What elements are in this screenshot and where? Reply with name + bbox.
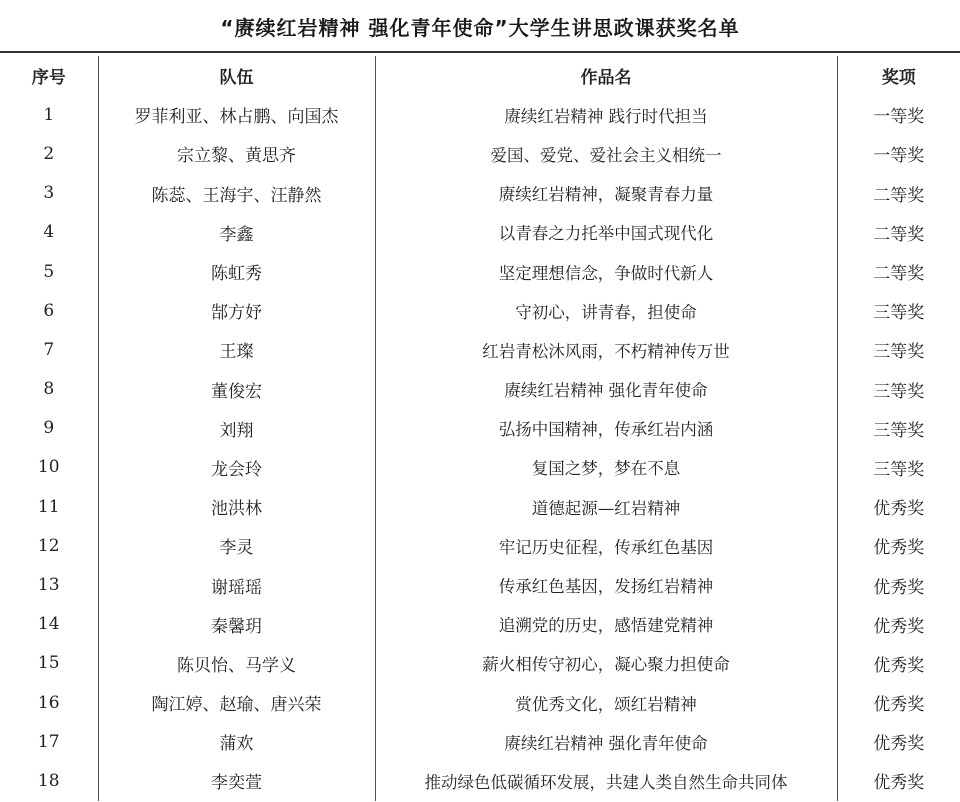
row-team: 谢瑶瑶 bbox=[98, 565, 375, 604]
row-work-title: 道德起源—红岩精神 bbox=[375, 487, 837, 526]
row-team: 李鑫 bbox=[98, 213, 375, 252]
table-header-row bbox=[0, 56, 960, 95]
row-index: 15 bbox=[37, 653, 60, 674]
row-index: 16 bbox=[37, 692, 60, 713]
row-team: 陈贝怡、马学义 bbox=[98, 644, 375, 683]
row-index: 3 bbox=[43, 183, 55, 204]
row-award: 优秀奖 bbox=[873, 577, 925, 598]
row-award: 二等奖 bbox=[873, 264, 925, 285]
table-row bbox=[0, 722, 960, 761]
row-work-title: 追溯党的历史，感悟建党精神 bbox=[375, 605, 837, 644]
row-work-title: 薪火相传守初心，凝心聚力担使命 bbox=[375, 644, 837, 683]
row-award: 三等奖 bbox=[873, 381, 925, 402]
row-work-title: 赓续红岩精神 强化青年使命 bbox=[375, 370, 837, 409]
row-award: 优秀奖 bbox=[873, 538, 925, 559]
table-row bbox=[0, 330, 960, 369]
column-header-work: 作品名 bbox=[375, 56, 837, 95]
row-work-title: 以青春之力托举中国式现代化 bbox=[375, 213, 837, 252]
table-row bbox=[0, 409, 960, 448]
row-index: 1 bbox=[43, 104, 55, 125]
row-team: 陶江婷、赵瑜、唐兴荣 bbox=[98, 683, 375, 722]
row-index: 4 bbox=[43, 222, 55, 243]
table-row bbox=[0, 213, 960, 252]
table-row bbox=[0, 134, 960, 173]
row-index: 5 bbox=[43, 261, 55, 282]
row-award: 优秀奖 bbox=[873, 773, 925, 794]
table-row bbox=[0, 683, 960, 722]
row-team: 王璨 bbox=[98, 330, 375, 369]
column-header-index: 序号 bbox=[31, 68, 66, 89]
table-row bbox=[0, 252, 960, 291]
row-index: 7 bbox=[43, 339, 55, 360]
row-work-title: 坚定理想信念，争做时代新人 bbox=[375, 252, 837, 291]
row-index: 2 bbox=[43, 143, 55, 164]
row-team: 宗立黎、黄思齐 bbox=[98, 134, 375, 173]
row-award: 二等奖 bbox=[873, 224, 925, 245]
awards-table bbox=[0, 56, 960, 801]
row-team: 龙会玲 bbox=[98, 448, 375, 487]
row-index: 10 bbox=[37, 457, 60, 478]
row-team: 陈蕊、王海宇、汪静然 bbox=[98, 174, 375, 213]
row-index: 6 bbox=[43, 300, 55, 321]
row-work-title: 赓续红岩精神 践行时代担当 bbox=[375, 95, 837, 134]
document-title: “赓续红岩精神 强化青年使命”大学生讲思政课获奖名单 bbox=[220, 16, 740, 40]
row-work-title: 赏优秀文化，颂红岩精神 bbox=[375, 683, 837, 722]
row-index: 17 bbox=[37, 731, 60, 752]
column-header-award: 奖项 bbox=[881, 68, 916, 89]
row-work-title: 守初心，讲青春，担使命 bbox=[375, 291, 837, 330]
row-award: 优秀奖 bbox=[873, 616, 925, 637]
row-team: 罗菲利亚、林占鹏、向国杰 bbox=[98, 95, 375, 134]
table-row bbox=[0, 565, 960, 604]
row-award: 三等奖 bbox=[873, 420, 925, 441]
row-index: 11 bbox=[37, 496, 60, 517]
table-row bbox=[0, 605, 960, 644]
column-header-team: 队伍 bbox=[98, 56, 375, 95]
row-team: 池洪林 bbox=[98, 487, 375, 526]
row-work-title: 牢记历史征程，传承红色基因 bbox=[375, 526, 837, 565]
table-row bbox=[0, 174, 960, 213]
row-work-title: 弘扬中国精神，传承红岩内涵 bbox=[375, 409, 837, 448]
row-index: 13 bbox=[37, 575, 60, 596]
row-index: 14 bbox=[37, 614, 60, 635]
row-index: 12 bbox=[37, 535, 60, 556]
row-team: 陈虹秀 bbox=[98, 252, 375, 291]
row-award: 三等奖 bbox=[873, 342, 925, 363]
table-body bbox=[0, 95, 960, 800]
row-award: 三等奖 bbox=[873, 459, 925, 480]
row-team: 李灵 bbox=[98, 526, 375, 565]
title-divider bbox=[0, 51, 960, 53]
table-row bbox=[0, 487, 960, 526]
row-team: 蒲欢 bbox=[98, 722, 375, 761]
table-row bbox=[0, 644, 960, 683]
row-award: 优秀奖 bbox=[873, 734, 925, 755]
row-team: 李奕萱 bbox=[98, 761, 375, 800]
table-row bbox=[0, 291, 960, 330]
row-team: 秦馨玥 bbox=[98, 605, 375, 644]
row-index: 9 bbox=[43, 418, 55, 439]
row-team: 郜方妤 bbox=[98, 291, 375, 330]
row-award: 二等奖 bbox=[873, 185, 925, 206]
row-work-title: 赓续红岩精神，凝聚青春力量 bbox=[375, 174, 837, 213]
row-work-title: 红岩青松沐风雨，不朽精神传万世 bbox=[375, 330, 837, 369]
table-row bbox=[0, 370, 960, 409]
table-row bbox=[0, 761, 960, 800]
row-award: 一等奖 bbox=[873, 146, 925, 167]
row-work-title: 传承红色基因，发扬红岩精神 bbox=[375, 565, 837, 604]
row-index: 8 bbox=[43, 379, 55, 400]
row-team: 刘翔 bbox=[98, 409, 375, 448]
table-row bbox=[0, 95, 960, 134]
row-award: 三等奖 bbox=[873, 303, 925, 324]
row-award: 优秀奖 bbox=[873, 695, 925, 716]
row-work-title: 复国之梦，梦在不息 bbox=[375, 448, 837, 487]
row-work-title: 推动绿色低碳循环发展，共建人类自然生命共同体 bbox=[375, 761, 837, 800]
table-row bbox=[0, 448, 960, 487]
row-award: 一等奖 bbox=[873, 107, 925, 128]
table-row bbox=[0, 526, 960, 565]
row-index: 18 bbox=[37, 770, 60, 791]
row-award: 优秀奖 bbox=[873, 655, 925, 676]
row-team: 董俊宏 bbox=[98, 370, 375, 409]
row-award: 优秀奖 bbox=[873, 499, 925, 520]
row-work-title: 赓续红岩精神 强化青年使命 bbox=[375, 722, 837, 761]
row-work-title: 爱国、爱党、爱社会主义相统一 bbox=[375, 134, 837, 173]
